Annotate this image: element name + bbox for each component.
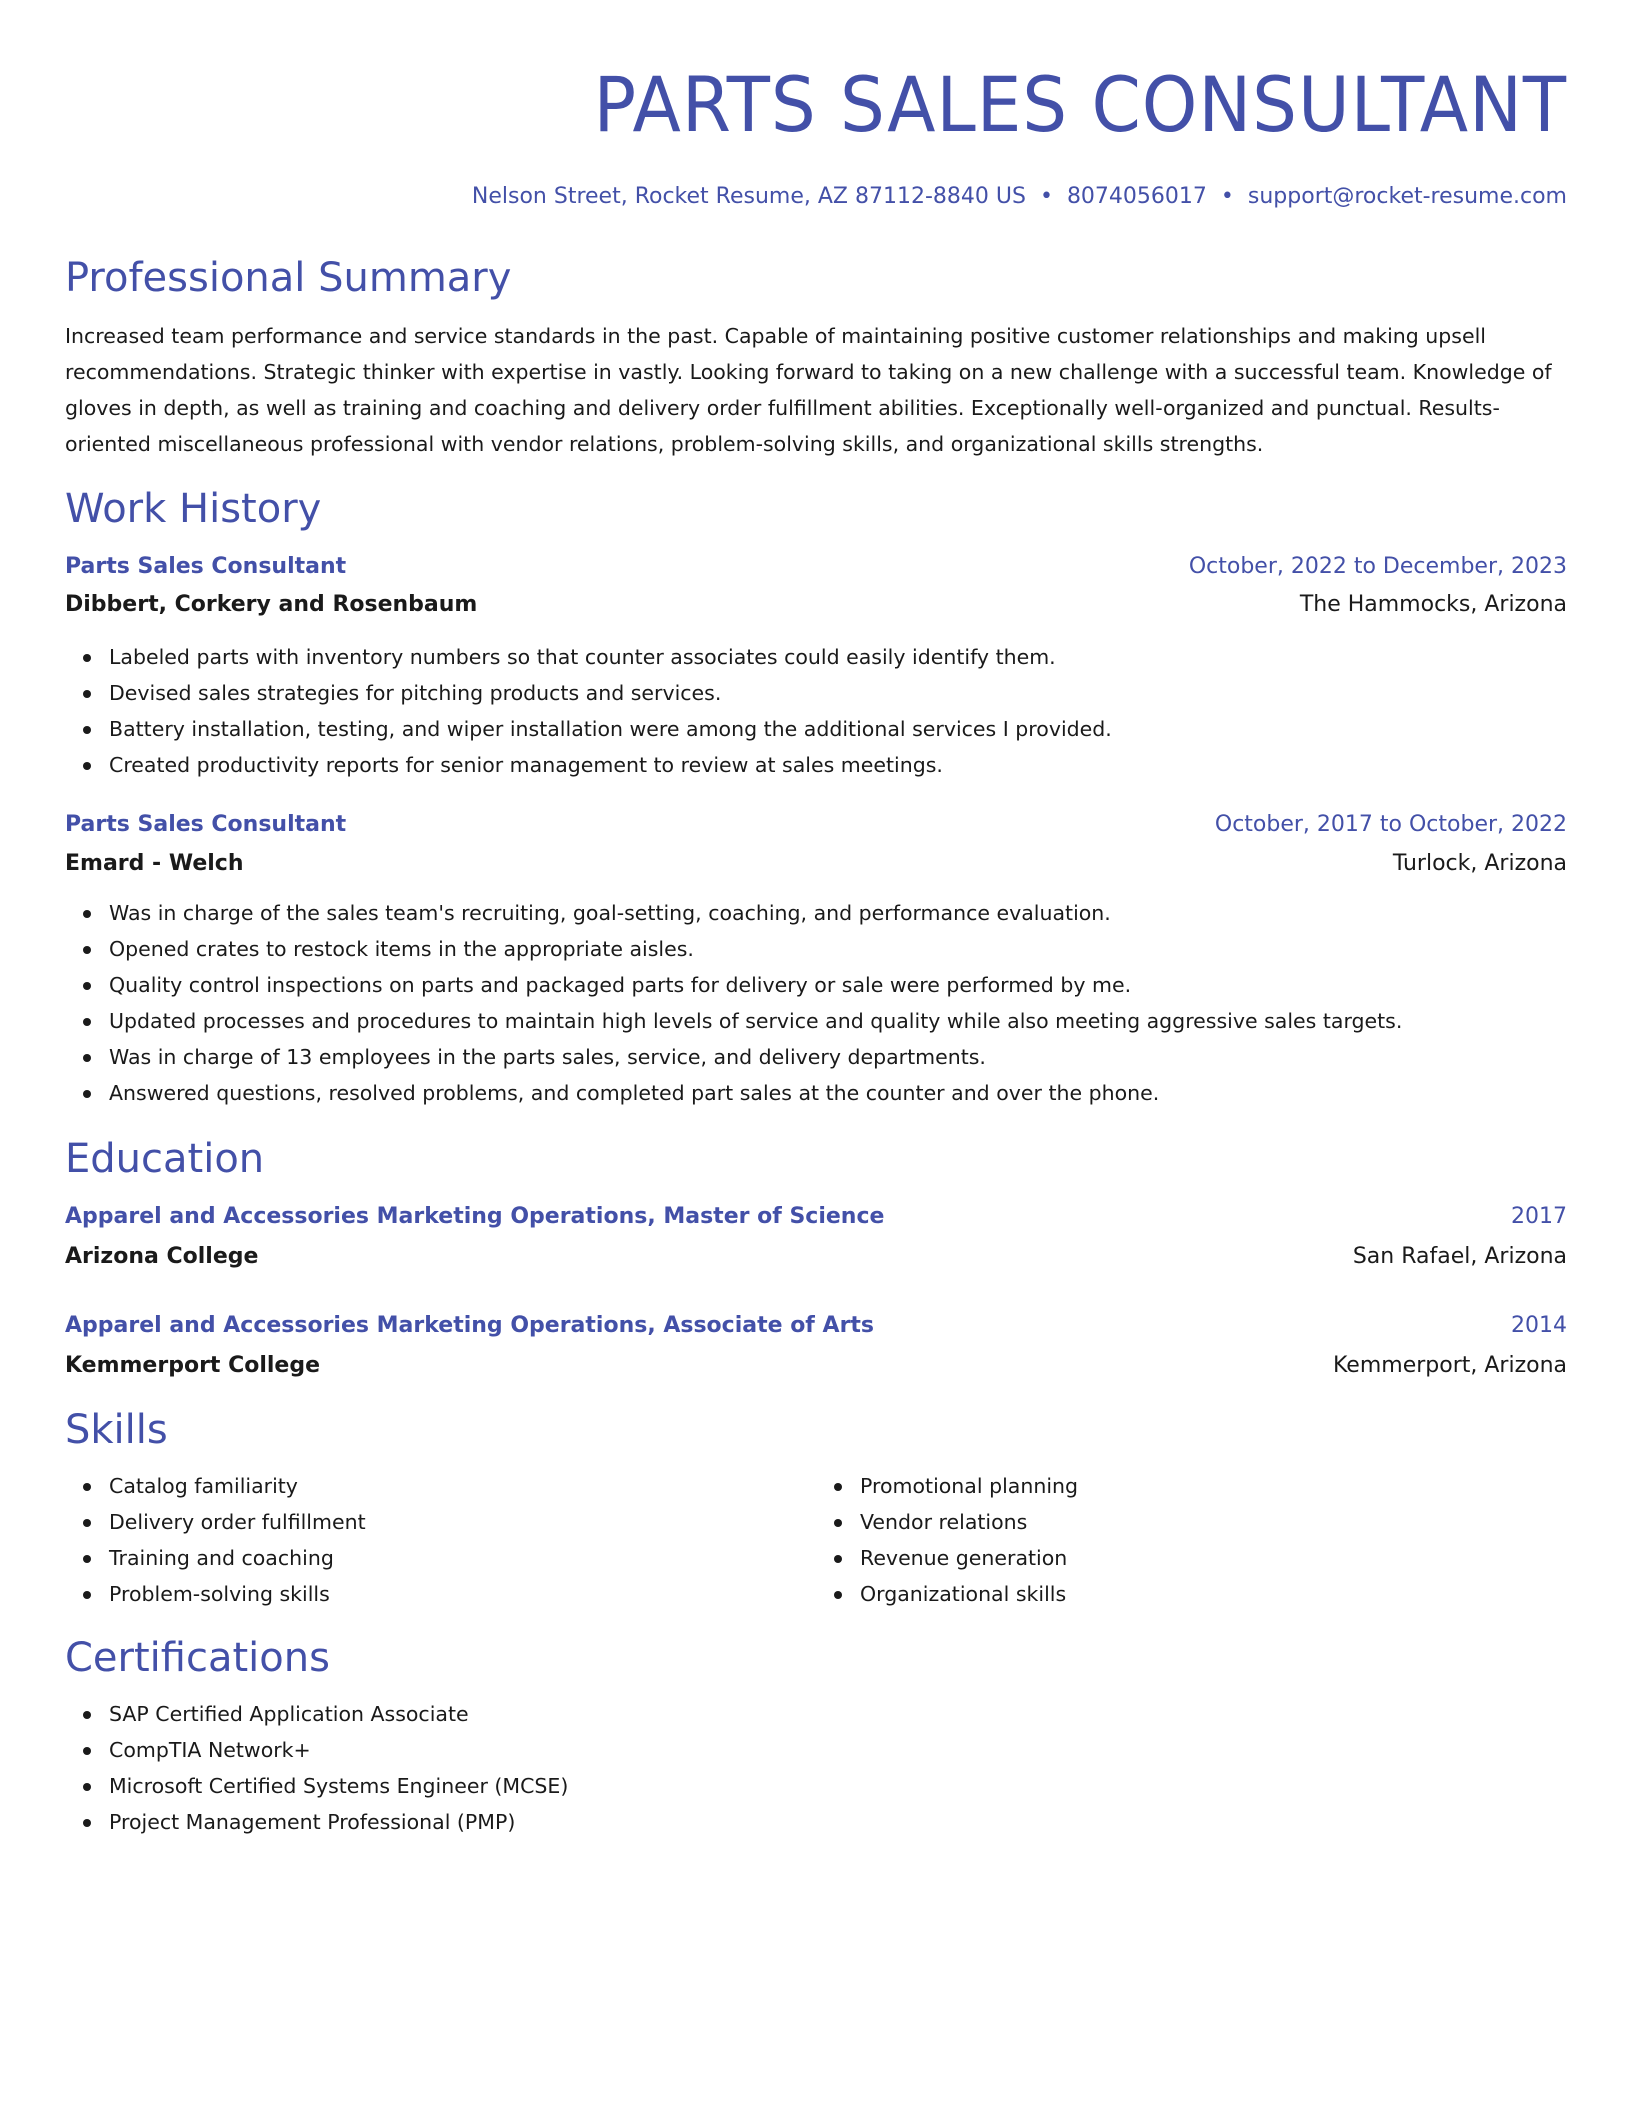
job-company: Dibbert, Corkery and Rosenbaum: [65, 592, 478, 617]
skills-section: [65, 1402, 1567, 1612]
certification-item: CompTIA Network+: [109, 1732, 1567, 1768]
contact-separator: •: [1039, 184, 1053, 209]
education-section: [65, 1131, 1567, 1384]
degree-title: Apparel and Accessories Marketing Operations, Master of Science: [65, 1204, 885, 1229]
skill-item: Delivery order fulfillment: [109, 1504, 816, 1540]
section-heading-certifications: Certifications: [65, 1635, 330, 1681]
list-item: Updated processes and procedures to maintain high levels of service and quality while also meeting aggressive sales targets.: [109, 1003, 1567, 1039]
skill-item: Vendor relations: [860, 1504, 1567, 1540]
contact-separator: •: [1220, 184, 1234, 209]
education-entry: [65, 1199, 1567, 1275]
skill-item: Promotional planning: [860, 1468, 1567, 1504]
job-company: Emard - Welch: [65, 851, 244, 876]
school-name: Kemmerport College: [65, 1353, 321, 1378]
contact-address: Nelson Street, Rocket Resume, AZ 87112-8840 US: [471, 184, 1026, 209]
skill-item: Catalog familiarity: [109, 1468, 816, 1504]
job-entry: [65, 549, 1567, 783]
certification-item: Project Management Professional (PMP): [109, 1804, 1567, 1840]
job-location: Turlock, Arizona: [1392, 851, 1567, 876]
list-item: Labeled parts with inventory numbers so that counter associates could easily identify them.: [109, 639, 1567, 675]
section-heading-skills: Skills: [65, 1407, 168, 1453]
skill-item: Training and coaching: [109, 1540, 816, 1576]
school-location: Kemmerport, Arizona: [1332, 1353, 1567, 1378]
skill-item: Revenue generation: [860, 1540, 1567, 1576]
certifications-section: [65, 1630, 1567, 1840]
job-bullets: [65, 895, 1567, 1111]
certifications-list: [65, 1696, 1567, 1840]
list-item: Created productivity reports for senior management to review at sales meetings.: [109, 747, 1567, 783]
contact-line: [65, 182, 1567, 212]
education-entry: [65, 1308, 1567, 1384]
summary-section: [65, 250, 1567, 462]
section-heading-work-history: Work History: [65, 486, 322, 532]
job-title: Parts Sales Consultant: [65, 812, 347, 837]
skills-grid: [65, 1468, 1567, 1612]
section-heading-education: Education: [65, 1136, 265, 1182]
school-name: Arizona College: [65, 1244, 259, 1269]
graduation-year: 2014: [1511, 1313, 1567, 1338]
work-history-section: [65, 481, 1567, 1111]
school-location: San Rafael, Arizona: [1352, 1244, 1567, 1269]
job-location: The Hammocks, Arizona: [1299, 592, 1567, 617]
certification-item: SAP Certified Application Associate: [109, 1696, 1567, 1732]
summary-text: Increased team performance and service standards in the past. Capable of maintaining positive customer relationships and making upsell recommendations. Strategic thinker with expertise in vastly. Looking forward to taking on a new challenge with a successful team. Knowledge of gloves in depth, as well as training and coaching and delivery order fulfillment abilities. Exceptionally well-organized and punctual. Results-oriented miscellaneous professional with vendor relations, problem-solving skills, and organizational skills strengths.: [65, 324, 1552, 456]
candidate-title: PARTS SALES CONSULTANT: [593, 60, 1567, 149]
job-title: Parts Sales Consultant: [65, 554, 347, 579]
contact-email[interactable]: support@rocket-resume.com: [1247, 184, 1567, 209]
job-dates: October, 2022 to December, 2023: [1188, 554, 1567, 579]
skills-column-right: [816, 1468, 1567, 1612]
job-dates: October, 2017 to October, 2022: [1214, 812, 1567, 837]
section-heading-summary: Professional Summary: [65, 255, 512, 301]
list-item: Quality control inspections on parts and packaged parts for delivery or sale were performed by me.: [109, 967, 1567, 1003]
degree-title: Apparel and Accessories Marketing Operations, Associate of Arts: [65, 1313, 875, 1338]
list-item: Answered questions, resolved problems, and completed part sales at the counter and over the phone.: [109, 1075, 1567, 1111]
contact-phone: 8074056017: [1066, 184, 1207, 209]
certification-item: Microsoft Certified Systems Engineer (MCSE): [109, 1768, 1567, 1804]
job-bullets: [65, 639, 1567, 783]
list-item: Battery installation, testing, and wiper installation were among the additional services I provided.: [109, 711, 1567, 747]
skills-column-left: [65, 1468, 816, 1612]
graduation-year: 2017: [1511, 1204, 1567, 1229]
resume-header: [65, 50, 1567, 212]
skill-item: Organizational skills: [860, 1576, 1567, 1612]
skill-item: Problem-solving skills: [109, 1576, 816, 1612]
list-item: Was in charge of the sales team's recruiting, goal-setting, coaching, and performance evaluation.: [109, 895, 1567, 931]
list-item: Was in charge of 13 employees in the parts sales, service, and delivery departments.: [109, 1039, 1567, 1075]
job-entry: [65, 807, 1567, 1111]
list-item: Opened crates to restock items in the appropriate aisles.: [109, 931, 1567, 967]
list-item: Devised sales strategies for pitching products and services.: [109, 675, 1567, 711]
